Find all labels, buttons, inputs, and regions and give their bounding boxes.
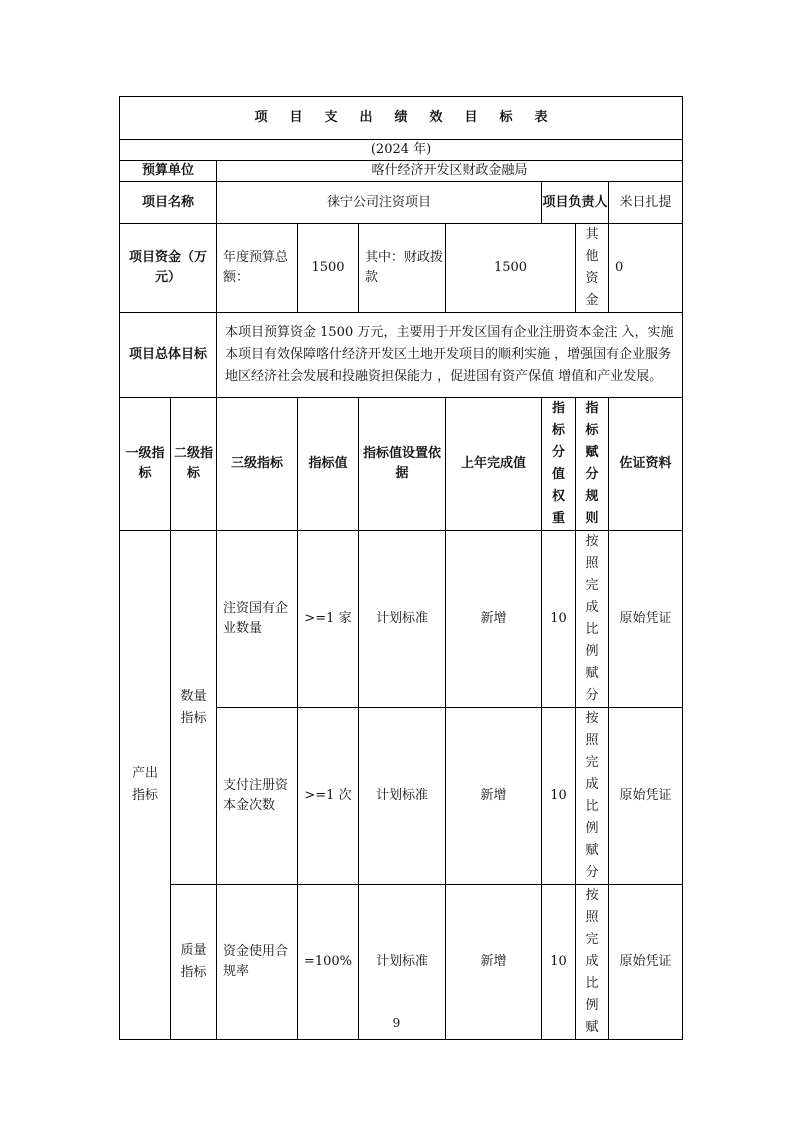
row-level3: 支付注册资本金次数: [217, 708, 298, 885]
group-quantity-cell: [171, 531, 217, 885]
group-output: 产出指标: [131, 766, 158, 803]
row-rule: 按照完成比例赋分: [585, 711, 599, 880]
budget-unit-label: 预算单位: [120, 161, 217, 182]
row-evidence: 原始凭证: [609, 885, 683, 1040]
group-output-cell: [120, 531, 171, 1040]
overall-goal-label: 项目总体目标: [120, 313, 217, 398]
col-rule-cell: [576, 398, 609, 531]
row-value: =100%: [298, 885, 359, 1040]
col-weight: 指标分值权重: [551, 401, 565, 526]
col-level1: 一级指标: [120, 398, 171, 531]
other-funds-value: 0: [609, 224, 683, 313]
project-name-label: 项目名称: [120, 182, 217, 224]
col-basis: 指标值设置依据: [359, 398, 446, 531]
col-last-year: 上年完成值: [446, 398, 542, 531]
row-evidence: 原始凭证: [609, 708, 683, 885]
row-basis: 计划标准: [359, 885, 446, 1040]
row-weight: 10: [542, 708, 576, 885]
fiscal-allocation-value: 1500: [446, 224, 576, 313]
row-level3: 注资国有企业数量: [217, 531, 298, 708]
col-evidence: 佐证资料: [609, 398, 683, 531]
fiscal-allocation-label: 其中：财政拨款: [359, 224, 446, 313]
table-row: [120, 531, 683, 708]
row-level3: 资金使用合规率: [217, 885, 298, 1040]
annual-total-label: 年度预算总额：: [217, 224, 298, 313]
project-owner-label: 项目负责人: [542, 182, 609, 224]
budget-unit-value: 喀什经济开发区财政金融局: [217, 161, 683, 182]
project-owner-value: 米日扎提: [609, 182, 683, 224]
row-weight: 10: [542, 531, 576, 708]
row-value: >=1 次: [298, 708, 359, 885]
group-quantity: 数量指标: [180, 688, 207, 726]
other-funds-label-cell: [576, 224, 609, 313]
performance-target-table: [119, 96, 683, 1040]
row-evidence: 原始凭证: [609, 531, 683, 708]
row-basis: 计划标准: [359, 708, 446, 885]
row-basis: 计划标准: [359, 531, 446, 708]
row-rule-cell: [576, 531, 609, 708]
row-value: >=1 家: [298, 531, 359, 708]
project-name-value: 徕宁公司注资项目: [217, 182, 542, 224]
row-last-year: 新增: [446, 531, 542, 708]
row-rule-cell: [576, 708, 609, 885]
row-rule: 按照完成比例赋分: [585, 534, 599, 703]
project-funds-label: 项目资金（万元）: [120, 224, 217, 313]
table-year: (2024 年): [120, 140, 683, 161]
overall-goal-text: 本项目预算资金 1500 万元，主要用于开发区国有企业注册资本金注 入，实施本项目有效保障喀什经济开发区土地开发项目的顺利实施 ，增强国有企业服务地区经济社会发展和投融资担保能力 ，促进国有资产保值 增值和产业发展。: [217, 313, 683, 398]
row-weight: 10: [542, 885, 576, 1040]
col-rule: 指标赋分规则: [585, 401, 599, 526]
table-title: 项目支出绩效目标表: [120, 97, 683, 140]
annual-total-value: 1500: [298, 224, 359, 313]
row-last-year: 新增: [446, 885, 542, 1040]
col-level2: 二级指标: [171, 398, 217, 531]
col-value: 指标值: [298, 398, 359, 531]
group-quality: 质量指标: [180, 943, 207, 980]
col-weight-cell: [542, 398, 576, 531]
other-funds-label: 其他资金: [585, 227, 599, 308]
col-level3: 三级指标: [217, 398, 298, 531]
row-rule: 按照完成比例赋: [585, 888, 599, 1035]
page-number: 9: [392, 1016, 401, 1030]
row-last-year: 新增: [446, 708, 542, 885]
